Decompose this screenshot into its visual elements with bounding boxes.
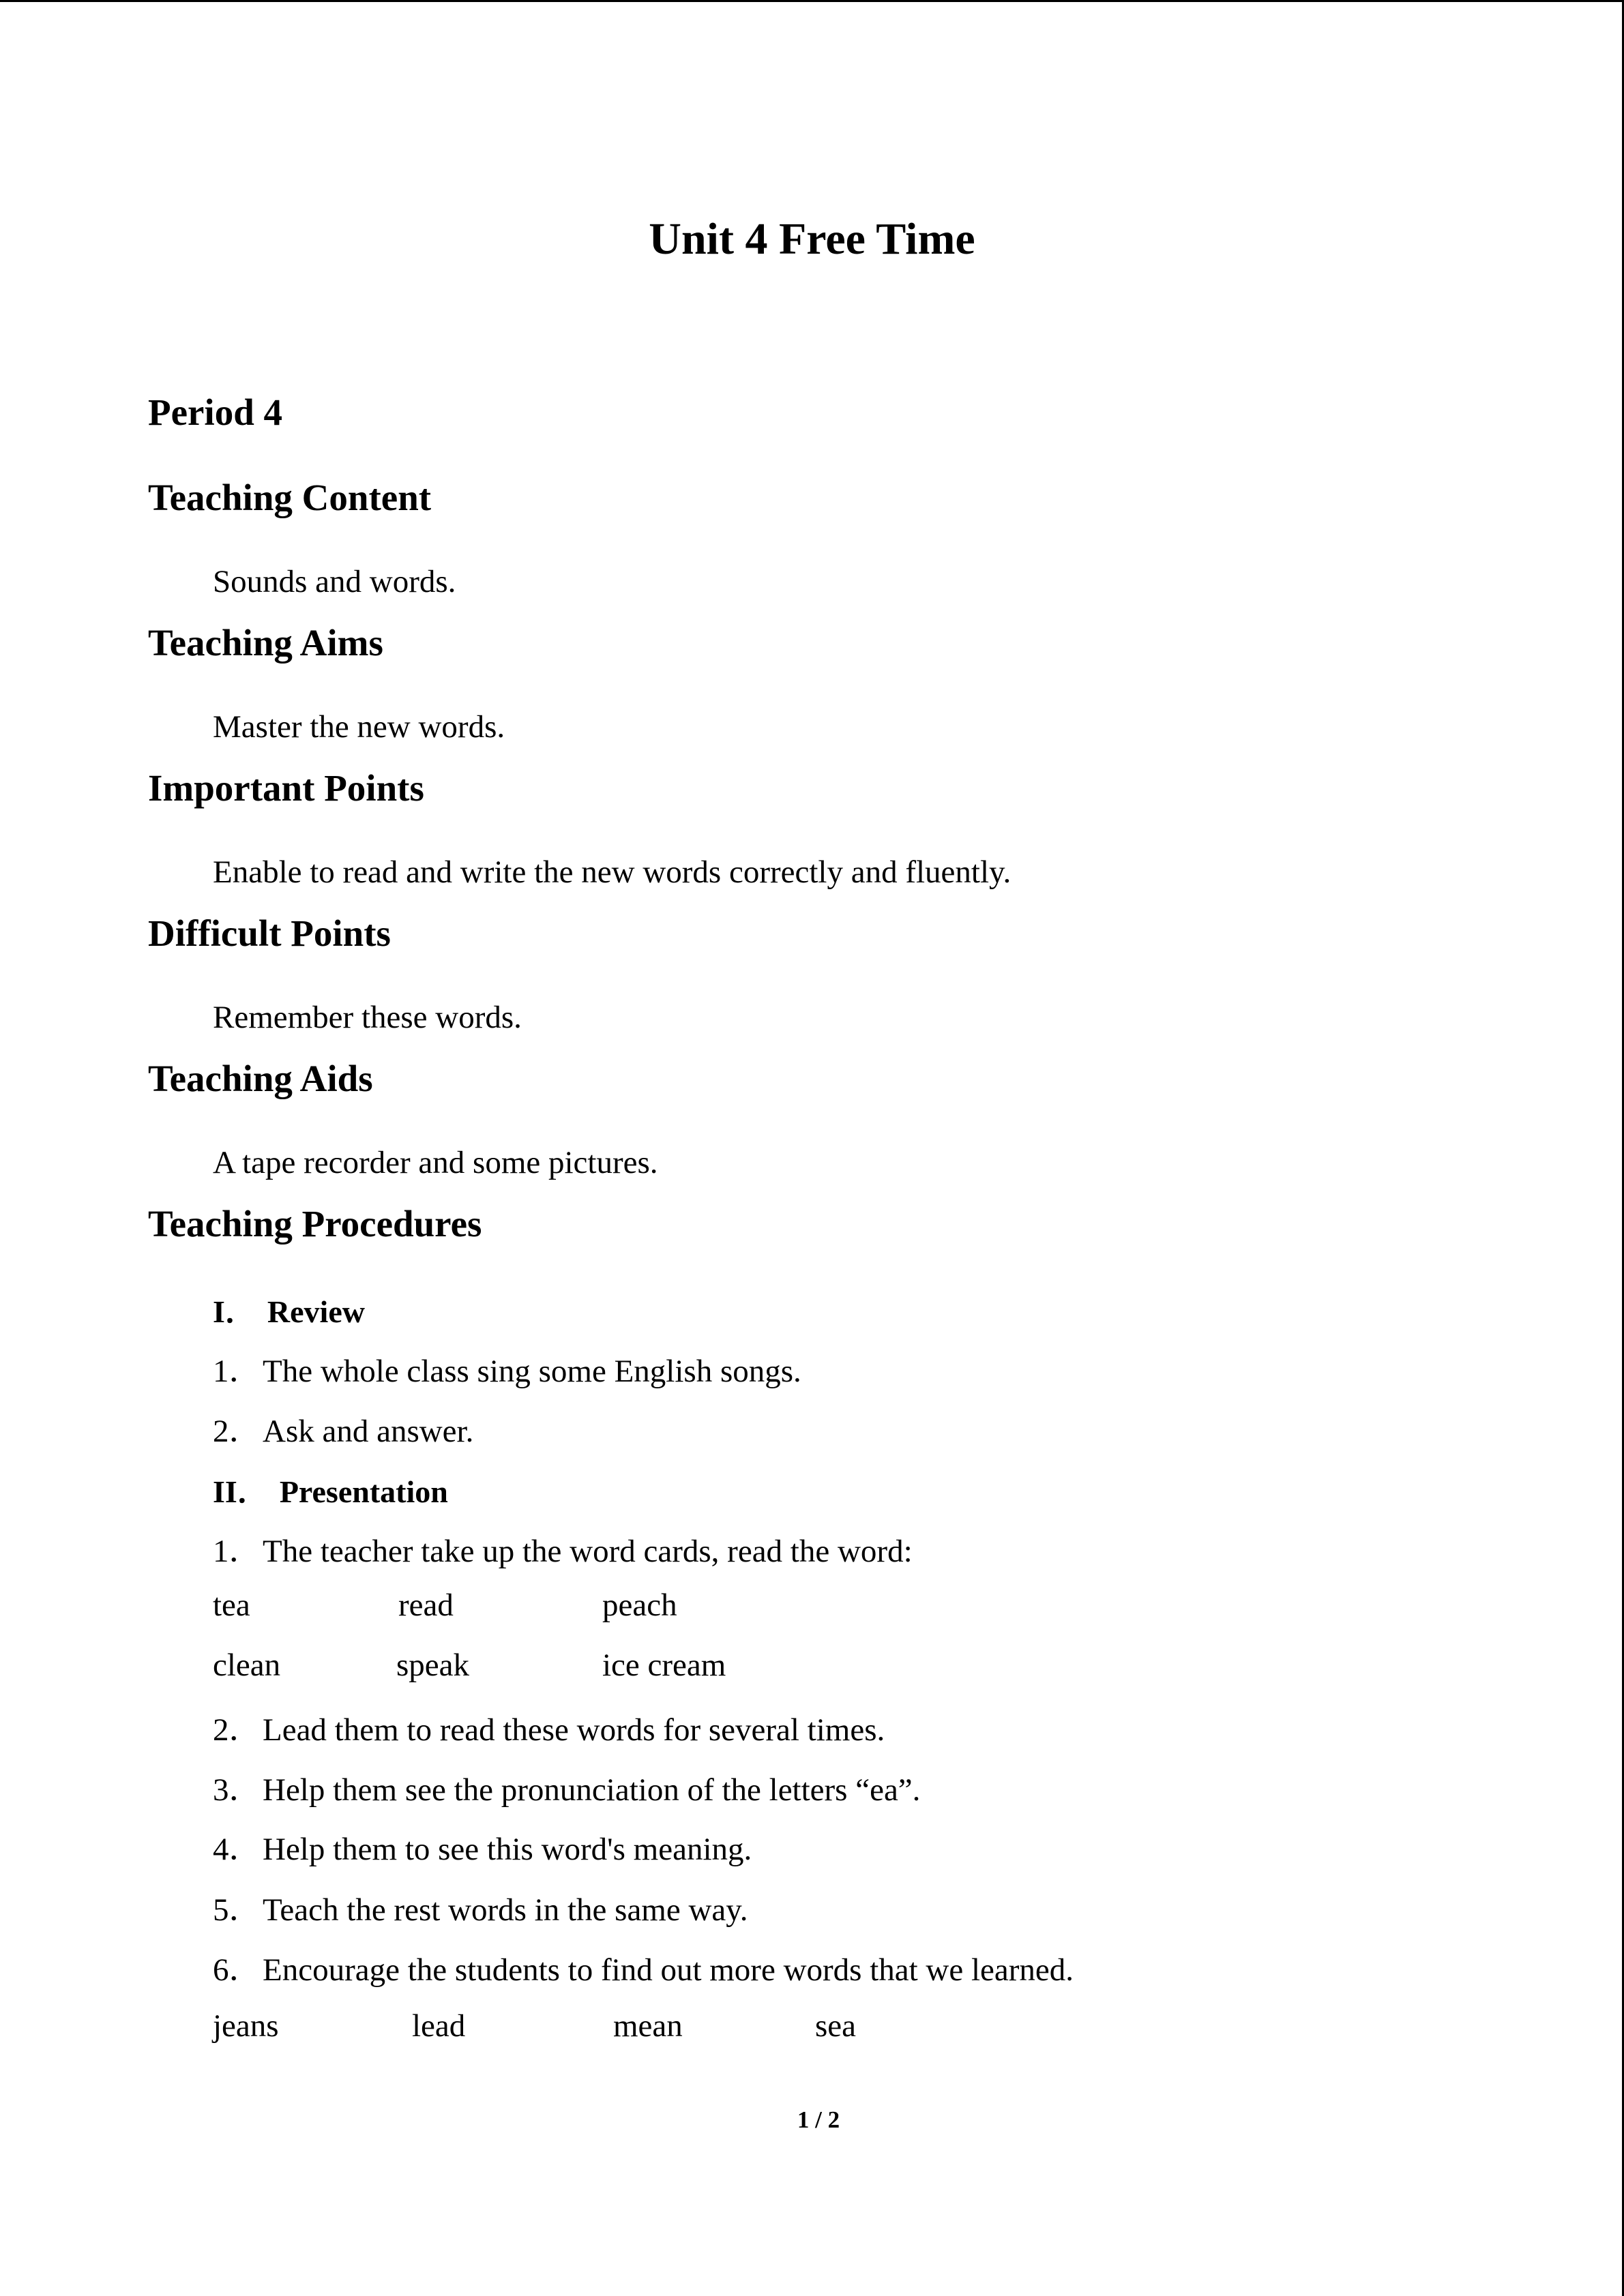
word: ice cream [602, 1648, 726, 1683]
review-step [213, 1345, 801, 1391]
important-points-heading: Important Points [148, 767, 424, 809]
document-title: Unit 4 Free Time [649, 214, 975, 264]
teaching-aids-text: A tape recorder and some pictures. [213, 1145, 658, 1180]
presentation-step [213, 1884, 748, 1930]
word: sea [815, 2008, 857, 2044]
step-text: Lead them to read these words for several times. [263, 1712, 885, 1748]
step-number: 3． [213, 1772, 261, 1808]
presentation-step [213, 1823, 752, 1869]
step-text: Encourage the students to find out more words that we learned. [263, 1952, 1074, 1988]
review-label: Review [267, 1294, 365, 1329]
difficult-points-text: Remember these words. [213, 1000, 522, 1035]
presentation-step [213, 1764, 920, 1810]
presentation-step [213, 1525, 913, 1571]
teaching-procedures-heading: Teaching Procedures [148, 1203, 482, 1244]
word: clean [213, 1648, 281, 1683]
teaching-aims-text: Master the new words. [213, 709, 505, 745]
step-number: 4． [213, 1832, 261, 1867]
review-step [213, 1405, 473, 1451]
presentation-step [213, 1704, 885, 1750]
difficult-points-heading: Difficult Points [148, 912, 391, 954]
teaching-aims-heading: Teaching Aims [148, 622, 383, 664]
presentation-label: Presentation [279, 1474, 448, 1509]
presentation-heading [213, 1467, 448, 1512]
word: jeans [213, 2008, 279, 2044]
step-number: 1． [213, 1534, 261, 1569]
word: tea [213, 1587, 250, 1623]
teaching-content-text: Sounds and words. [213, 564, 456, 599]
word: mean [613, 2008, 683, 2044]
presentation-step [213, 1944, 1074, 1990]
period-heading: Period 4 [148, 391, 283, 433]
page-number: 1 / 2 [797, 2106, 840, 2133]
step-number: 2． [213, 1712, 261, 1748]
review-heading [213, 1287, 365, 1332]
step-text: The whole class sing some English songs. [263, 1354, 801, 1389]
presentation-number: II． [213, 1474, 269, 1509]
step-number: 5． [213, 1892, 261, 1928]
word: lead [412, 2008, 466, 2044]
teaching-aids-heading: Teaching Aids [148, 1058, 373, 1099]
step-number: 6． [213, 1952, 261, 1988]
word: speak [396, 1648, 470, 1683]
important-points-text: Enable to read and write the new words correctly and fluently. [213, 854, 1012, 890]
step-text: Help them to see this word's meaning. [263, 1832, 752, 1867]
review-number: I． [213, 1294, 256, 1329]
step-text: The teacher take up the word cards, read the word: [263, 1534, 913, 1569]
teaching-content-heading: Teaching Content [148, 477, 432, 518]
step-number: 1． [213, 1354, 261, 1389]
word: peach [602, 1587, 677, 1623]
step-text: Ask and answer. [263, 1414, 474, 1449]
step-text: Teach the rest words in the same way. [263, 1892, 748, 1928]
step-text: Help them see the pronunciation of the letters “ea”. [263, 1772, 921, 1808]
step-number: 2． [213, 1414, 261, 1449]
word: read [398, 1587, 454, 1623]
